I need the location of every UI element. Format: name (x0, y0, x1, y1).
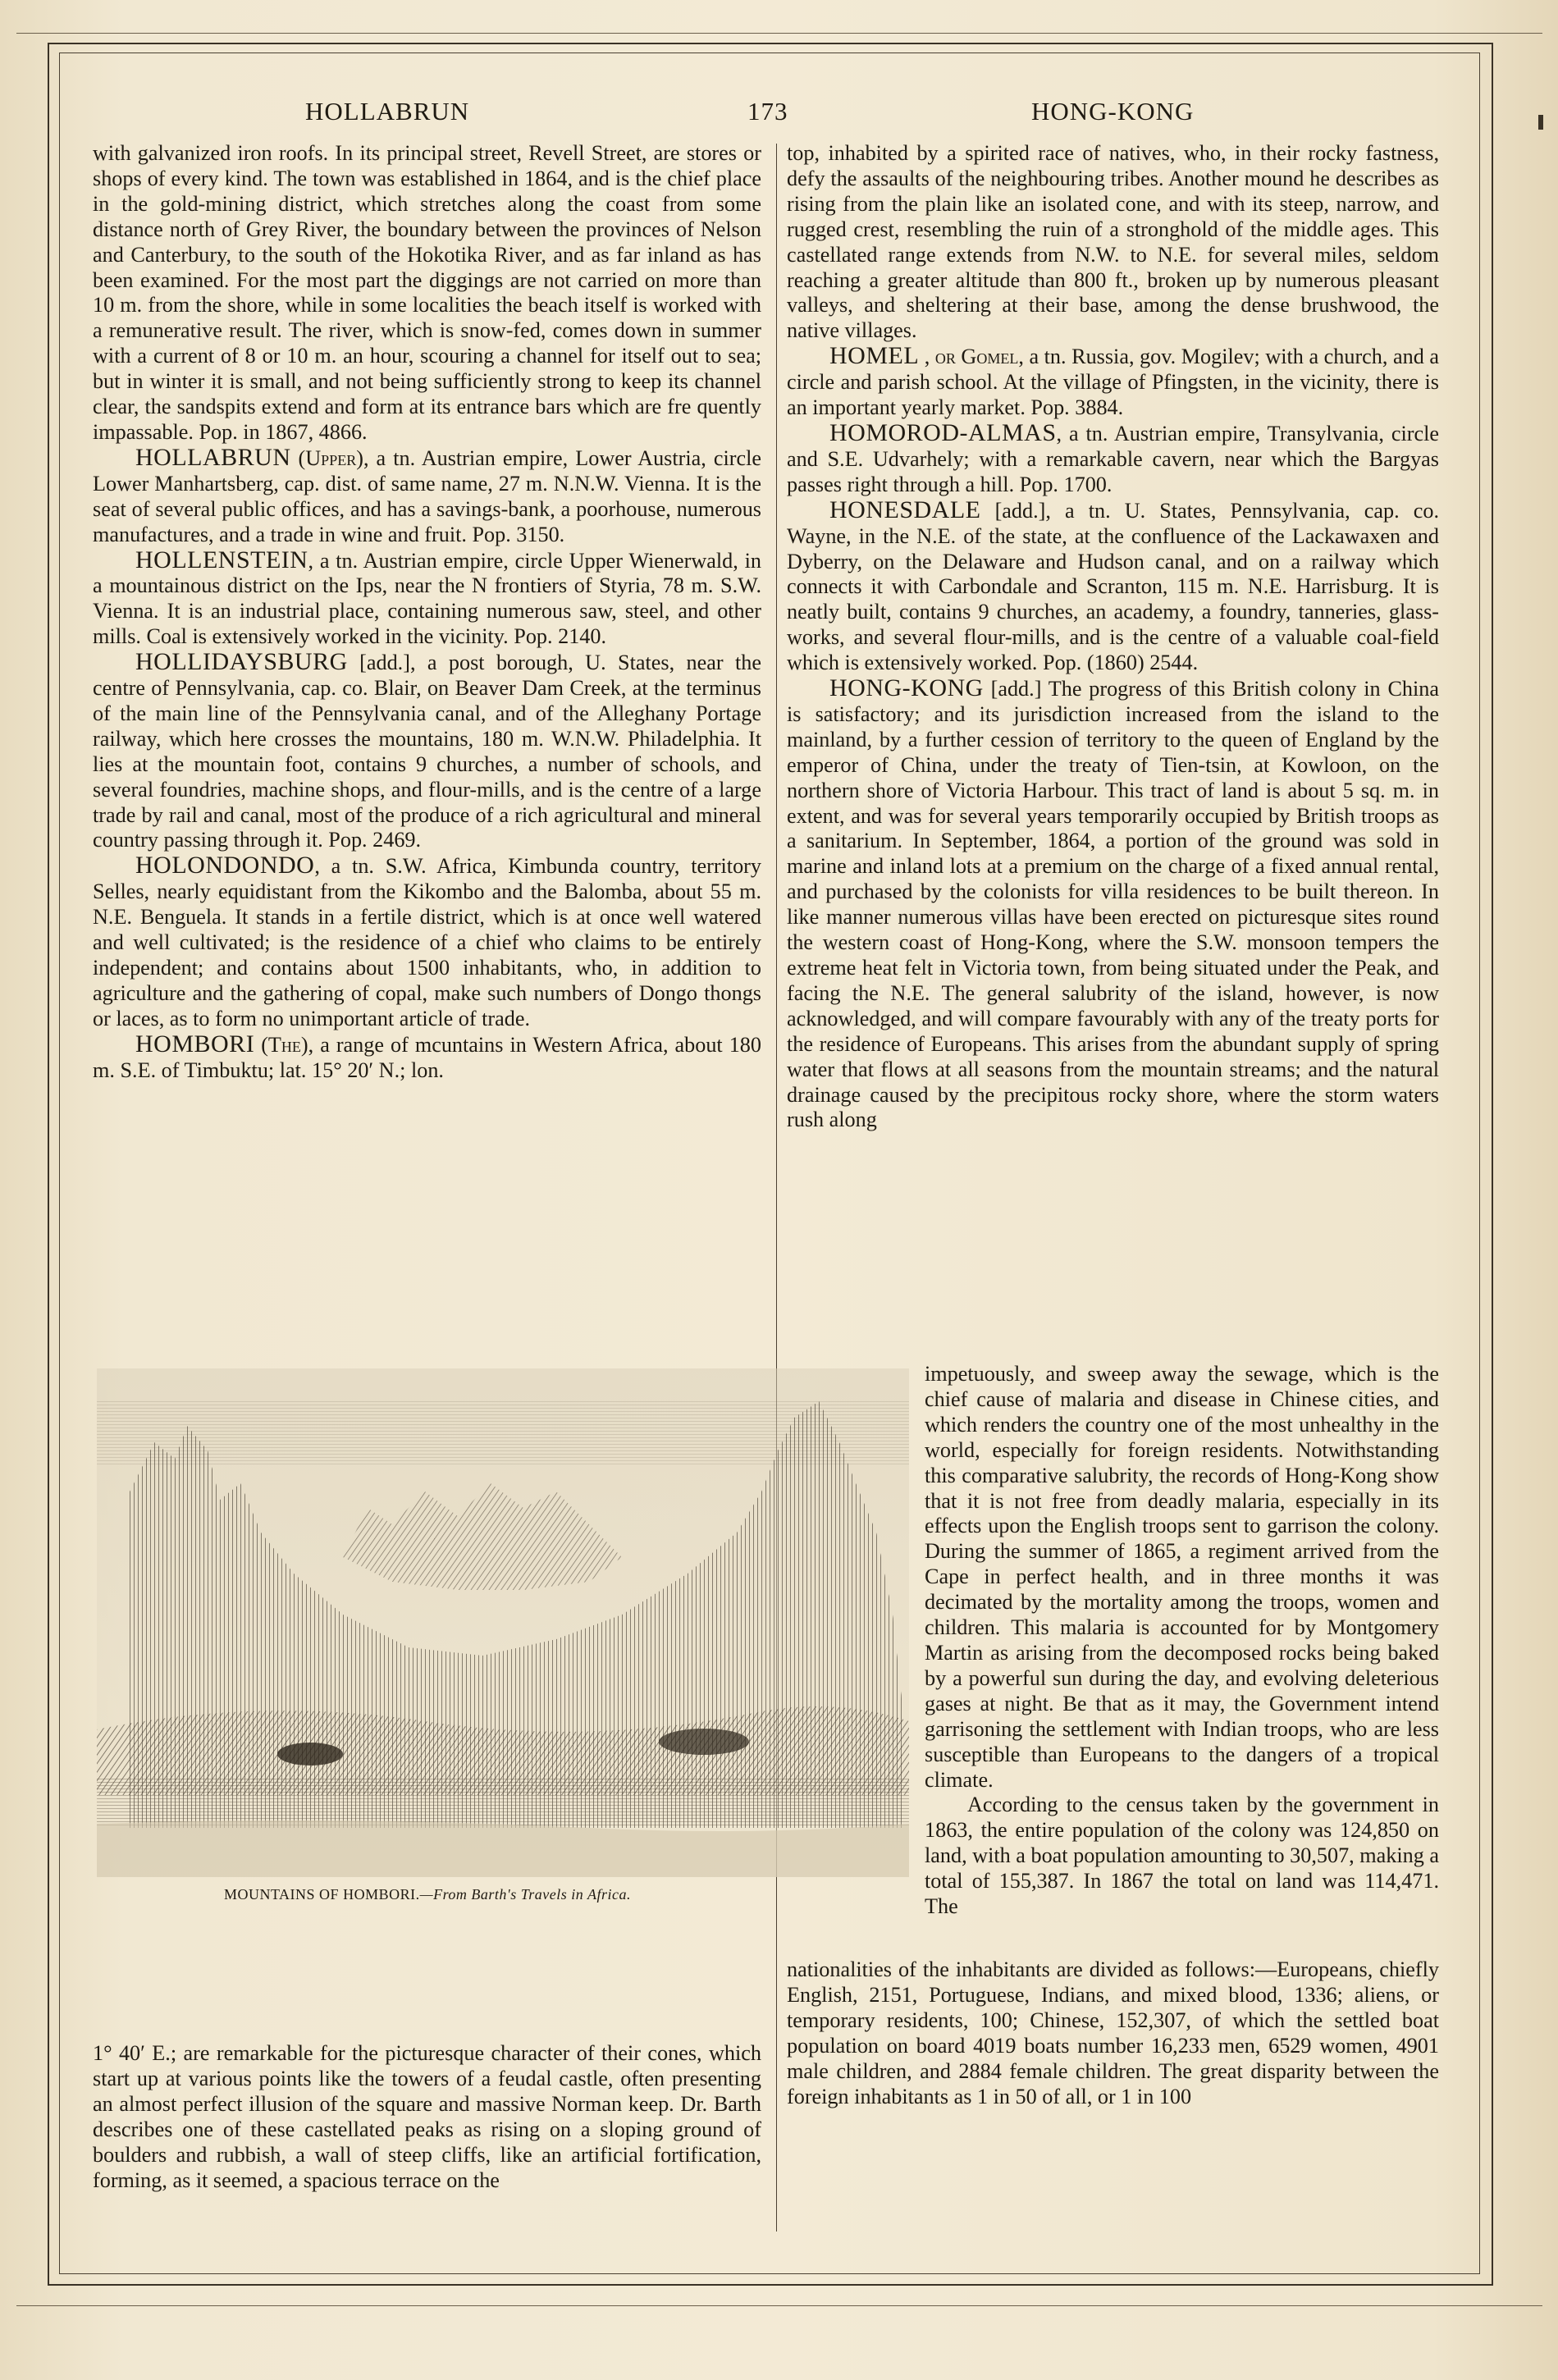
gazetteer-entry (93, 548, 761, 651)
paragraph: 1° 40′ E.; are remarkable for the picturesque character of their cones, which start up at various points like the towers of a feudal castle, often presenting an almost perfect illusion of the square and massive Norman keep. Dr. Barth describes one of these castellated peaks as rising on a sloping ground of boulders and rubbish, a wall of steep cliffs, like an artificial fortification, forming, as it seemed, a spacious terrace on the (93, 2041, 761, 2192)
paragraph: impetuously, and sweep away the sewage, which is the chief cause of malaria and disease in Chinese cities, and which renders the country one of the most unhealthy in the world, especially for foreign residents. Notwithstanding this comparative salubrity, the records of Hong-Kong show that it is not free from deadly malaria, especially in its effects upon the English troops sent to garrison the colony. During the summer of 1865, a regiment arrived from the Cape in perfect health, and in three months it was decimated by the mortality among the troops, women and children. This malaria is accounted for by Montgomery Martin as arising from the decomposed rocks being baked by a powerful sun during the day, and evolving deleterious gases at night. Be that as it may, the Government intend garrisoning the settlement with Indian troops, who are less susceptible than Europeans to the dangers of a tropical climate. (925, 1362, 1439, 1792)
caption-source: —From Barth's Travels in Africa. (419, 1886, 631, 1903)
running-header (82, 97, 1460, 130)
entry-text: [add.], a post borough, U. States, near the centre of Pennsylvania, cap. co. Blair, on Beaver Dam Creek, at the terminus of the main line of the Pennsylvania canal, and of the Alleghany Portage railway, which here crosses the mountains, 180 m. W.N.W. Philadelphia. It lies at the mountain foot, contains 9 churches, a number of schools, and several foundries, machine shops, and flour-mills, and is the centre of a large trade by rail and canal, most of the produce of a rich agricultural and mineral country passing through it. Pop. 2469. (93, 651, 761, 852)
entry-headword: HONG-KONG (829, 674, 984, 702)
entry-headword: HOLLIDAYSBURG (135, 648, 348, 676)
entry-qualifier: (The) (261, 1032, 308, 1057)
caption-title: MOUNTAINS OF HOMBORI. (224, 1886, 420, 1903)
gazetteer-entry (787, 344, 1439, 421)
gazetteer-entry (787, 498, 1439, 676)
entry-text: [add.], a tn. U. States, Pennsylvania, cap. co. Wayne, in the N.E. of the state, at the confluence of the Lackawaxen and Dyberry, on the Delaware and Hudson canal, and on a railway which connects it with Carbondale and Scranton, 115 m. N.E. Harrisburg. It is neatly built, contains 9 churches, an academy, a foundry, tanneries, glass-works, and several flour-mills, and is the centre of a valuable coal-field which is extensively worked. Pop. (1860) 2544. (787, 498, 1439, 675)
page-number: 173 (747, 97, 788, 126)
right-column-bottom (787, 1957, 1439, 2109)
entry-headword: HOLLENSTEIN (135, 546, 308, 573)
gazetteer-entry (93, 445, 761, 548)
entry-qualifier: (Upper) (298, 445, 363, 470)
paragraph (93, 141, 761, 445)
entry-text: , a tn. S.W. Africa, Kimbunda country, territory Selles, nearly equidistant from the Kikombo and the Balomba, about 55 m. N.E. Benguela. It stands in a fertile district, which is at once well watered and well cultivated; is the residence of a chief who claims to be entirely independent; and contains about 1500 inhabitants, who, in addition to agriculture and the gathering of copal, make such numbers of Dongo thongs or laces, as to form no unimportant article of trade. (93, 854, 761, 1030)
header-left-title: HOLLABRUN (305, 97, 470, 126)
entry-headword: HOLLABRUN (135, 443, 291, 471)
gazetteer-entry (93, 853, 761, 1031)
illustration-caption (224, 1886, 864, 1903)
left-column-bottom (93, 2041, 761, 2193)
left-column-top (93, 141, 761, 1084)
gazetteer-entry (787, 418, 1439, 498)
right-column-top (787, 141, 1439, 1133)
gazetteer-entry (787, 676, 1439, 1133)
engraving (97, 1368, 909, 1877)
column-divider (776, 144, 777, 2232)
entry-headword: HOMBORI (135, 1030, 255, 1058)
entry-text: , a tn. Austrian empire, circle Upper Wienerwald, in a mountainous district on the Ips, near the N frontiers of Styria, 78 m. S.W. Vienna. It is an industrial place, containing numerous saw, steel, and other mills. Coal is extensively worked in the vicinity. Pop. 2140. (93, 548, 761, 649)
entry-headword: HONESDALE (829, 496, 981, 523)
top-rule (16, 33, 1542, 34)
bottom-rule (16, 2305, 1542, 2306)
gazetteer-entry (93, 1032, 761, 1084)
paragraph (787, 141, 1439, 344)
entry-text: top, inhabited by a spirited race of natives, who, in their rocky fastness, defy the assaults of the neighbouring tribes. Another mound he describes as rising from the plain like an isolated cone, and with its steep, narrow, and rugged crest, resembling the ruin of a stronghold of the middle ages. This castellated range extends from N.W. to N.E. for several miles, seldom reaching a greater altitude than 800 ft., broken up by numerous pleasant valleys, and sheltering at their base, among the dense brushwood, the native villages. (787, 141, 1439, 343)
edge-mark (1538, 115, 1543, 130)
entry-headword: HOLONDONDO (135, 852, 315, 879)
entry-text: with galvanized iron roofs. In its principal street, Revell Street, are stores or shops of every kind. The town was established in 1864, and is the chief place in the gold-mining district, which stretches along the coast from some distance north of Grey River, the boundary between the provinces of Nelson and Canterbury, to the south of the Hokotika River, and as far inland as has been examined. For the most part the diggings are not carried on more than 10 m. from the shore, while in some localities the beach itself is worked with a remunerative result. The river, which is snow-fed, comes down in summer with a current of 8 or 10 m. an hour, scouring a channel for itself out to sea; but in winter it is small, and not being sufficiently strong to keep its channel clear, the sandspits extend and form at its entrance bars which are fre quently impassable. Pop. in 1867, 4866. (93, 141, 761, 444)
entry-text: [add.] The progress of this British colony in China is satisfactory; and its jurisdiction increased from the island to the mainland, by a further cession of territory to the queen of England by the emperor of China, under the treaty of Tien-tsin, at Kowloon, on the northern shore of Victoria Harbour. This tract of land is about 5 sq. m. in extent, and was for several years temporarily occupied by British troops as a sanitarium. In September, 1864, a portion of the ground was sold in marine and inland lots at a premium on the charge of a fixed annual rental, and purchased by the colonists for villa residences to be built thereon. In like manner numerous villas have been erected on picturesque sites round the western coast of Hong-Kong, where the S.W. monsoon tempers the extreme heat felt in Victoria town, from being situated under the Peak, and facing the N.E. The general salubrity of the island, however, is now acknowledged, and will compare favourably with any of the treaty ports for the residence of Europeans. This arises from the abundant supply of spring water that flows at all seasons from the mountain streams; and the natural drainage caused by the precipitous rocky shore, where the storm waters rush along (787, 677, 1439, 1132)
entry-text: , a tn. Austrian empire, Transylvania, circle and S.E. Udvarhely; with a remarkable cavern, near which the Bargyas passes right through a hill. Pop. 1700. (787, 421, 1439, 496)
header-right-title: HONG-KONG (1031, 97, 1195, 126)
entry-text: , a tn. Austrian empire, Lower Austria, circle Lower Manhartsberg, cap. dist. of same name, 27 m. N.N.W. Vienna. It is the seat of several public offices, and has a savings-bank, a poorhouse, numerous manufactures, and a trade in wine and fruit. Pop. 3150. (93, 445, 761, 546)
mountains-of-hombori-illustration (97, 1368, 909, 1877)
entry-headword: HOMOROD-ALMAS (829, 418, 1057, 446)
entry-qualifier: , or Gomel (924, 345, 1019, 369)
entry-headword: HOMEL (829, 342, 920, 370)
entry-text: , a range of mcuntains in Western Africa, about 180 m. S.E. of Timbuktu; lat. 15° 20′ N.; lon. (93, 1032, 761, 1082)
entry-text: , a tn. Russia, gov. Mogilev; with a church, and a circle and parish school. At the village of Pfingsten, in the vicinity, there is an important yearly market. Pop. 3884. (787, 345, 1440, 420)
paragraph: According to the census taken by the government in 1863, the entire population of the colony was 124,850 on land, with a boat population amounting to 30,507, making a total of 155,387. In 1867 the total on land was 114,471. The (925, 1793, 1439, 1919)
right-column-wrap (925, 1362, 1439, 1920)
paragraph: nationalities of the inhabitants are divided as follows:—Europeans, chiefly English, 2151, Portuguese, Indians, and mixed blood, 1336; aliens, or temporary residents, 100; Chinese, 152,307, of which the settled boat population on board 4019 boats number 16,233 men, 6529 women, 4901 male children, and 2884 female children. The great disparity between the foreign inhabitants as 1 in 50 of all, or 1 in 100 (787, 1957, 1439, 2108)
gazetteer-entry (93, 650, 761, 853)
